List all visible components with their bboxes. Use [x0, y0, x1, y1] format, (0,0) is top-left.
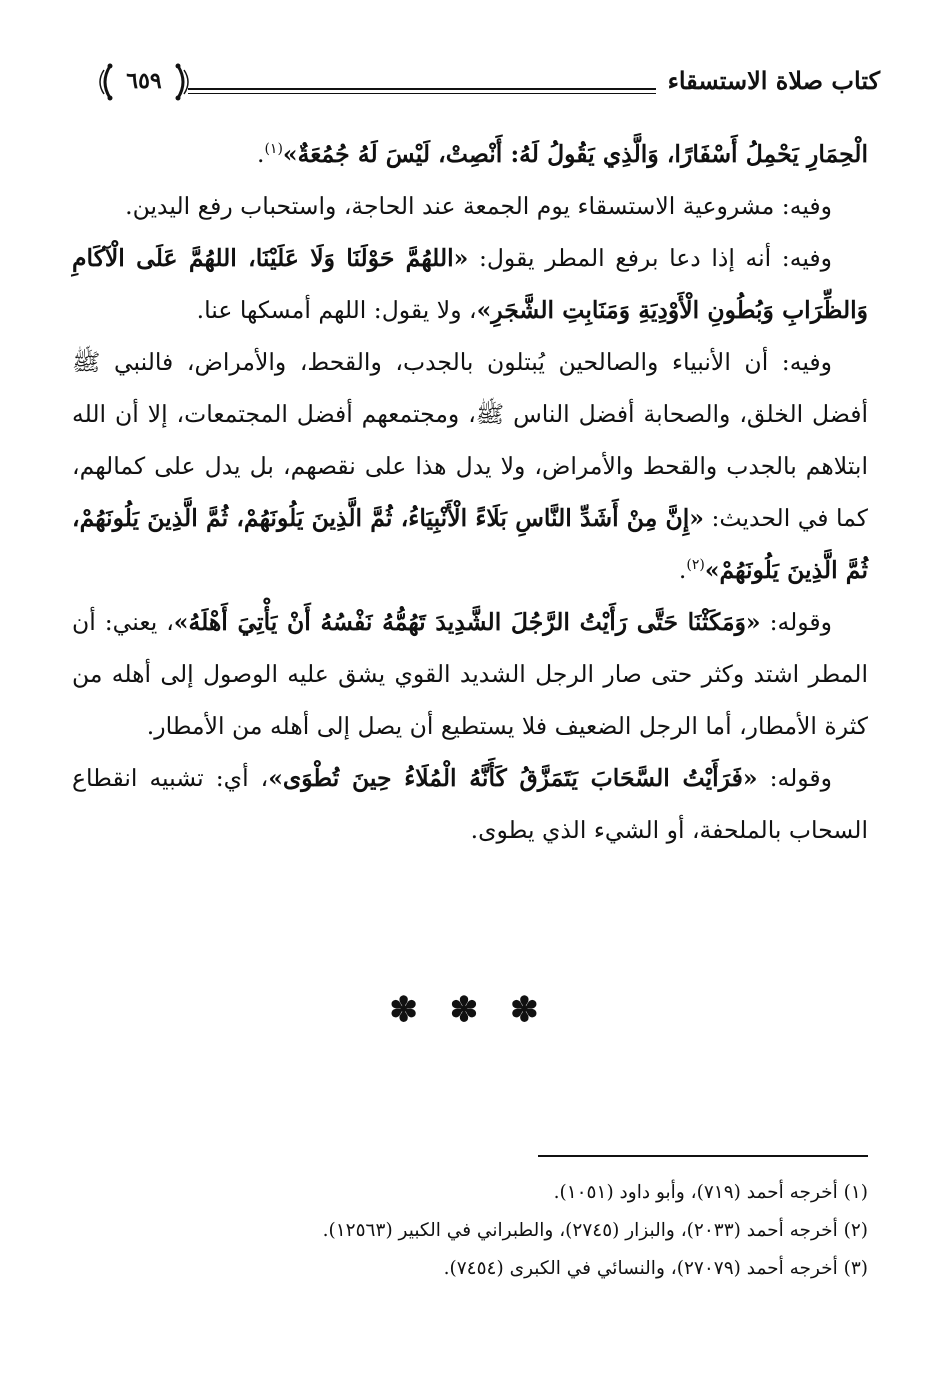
hadith-quote: «فَرَأَيْتُ السَّحَابَ يَتَمَزَّقُ كَأَنَّهُ الْمُلَاءُ حِينَ تُطْوَى» — [268, 764, 758, 792]
footnote-ref: (١) — [264, 141, 283, 158]
hadith-quote: «وَمَكَثْنَا حَتَّى رَأَيْتُ الرَّجُلَ الشَّدِيدَ تَهُمُّهُ نَفْسُهُ أَنْ يَأْتِيَ أَهْلَهُ» — [173, 608, 761, 636]
section-separator-stars: ✽ ✽ ✽ — [389, 990, 549, 1030]
footnote-3: (٣) أخرجه أحمد (٢٧٠٧٩)، والنسائي في الكبرى (٧٤٥٤). — [443, 1258, 868, 1279]
footnote-ref: (٢) — [686, 557, 705, 574]
paragraph-lead: وقوله: — [757, 764, 832, 792]
header-rule — [188, 88, 656, 94]
hadith-quote: الْحِمَارِ يَحْمِلُ أَسْفَارًا، وَالَّذِي يَقُولُ لَهُ: أَنْصِتْ، لَيْسَ لَهُ جُمُعَةٌ» — [282, 140, 868, 168]
paragraph-end: . — [256, 140, 265, 168]
paragraph-6 — [72, 752, 868, 856]
footnotes — [78, 1174, 868, 1288]
paragraph-lead: وفيه: أن الأنبياء والصالحين يُبتلون بالجدب، والقحط، والأمراض، فالنبي ﷺ أفضل الخلق، والصحابة أفضل الناس ﷺ، ومجتمعهم أفضل المجتمعات، إلا أن الله ابتلاهم بالجدب والقحط والأمراض، ولا يدل هذا على نقصهم، بل يدل على كمالهم، كما في الحديث: — [72, 348, 868, 532]
paragraph-3 — [72, 232, 868, 336]
paragraph-tail: ، أي: تشبيه انقطاع السحاب بالملحفة، أو الشيء الذي يطوى. — [72, 764, 868, 844]
paragraph-4 — [72, 336, 868, 596]
paragraph-5 — [72, 596, 868, 752]
hadith-quote: «إِنَّ مِنْ أَشَدِّ النَّاسِ بَلَاءً الْأَنْبِيَاءُ، ثُمَّ الَّذِينَ يَلُونَهُمْ، ثُمَّ الَّذِينَ يَلُونَهُمْ، ثُمَّ الَّذِينَ يَلُونَهُمْ» — [72, 504, 868, 584]
main-text — [72, 128, 868, 856]
paragraph-lead: وقوله: — [760, 608, 832, 636]
paragraph-text: وفيه: مشروعية الاستسقاء يوم الجمعة عند الحاجة، واستحباب رفع اليدين. — [125, 192, 832, 220]
paragraph-tail: ، ولا يقول: اللهم أمسكها عنا. — [196, 296, 477, 324]
footnote-rule — [538, 1155, 868, 1157]
footnote-2: (٢) أخرجه أحمد (٢٠٣٣)، والبزار (٢٧٤٥)، والطبراني في الكبير (١٢٥٦٣). — [322, 1220, 868, 1241]
footnote-1: (١) أخرجه أحمد (٧١٩)، وأبو داود (١٠٥١). — [553, 1182, 868, 1203]
paragraph-1 — [72, 128, 868, 180]
paragraph-end: . — [678, 556, 687, 584]
paragraph-lead: وفيه: أنه إذا دعا برفع المطر يقول: — [468, 244, 832, 272]
page-number-frame — [96, 60, 192, 104]
page-header — [96, 56, 880, 108]
paragraph-2 — [72, 180, 868, 232]
book-title: كتاب صلاة الاستسقاء — [667, 66, 880, 95]
paragraph-tail: ، يعني: أن المطر اشتد وكثر حتى صار الرجل الشديد القوي يشق عليه الوصول إلى أهله من كثرة الأمطار، أما الرجل الضعيف فلا يستطيع أن يصل إلى أهله من الأمطار. — [72, 608, 868, 740]
hadith-quote: «اللهُمَّ حَوْلَنَا وَلَا عَلَيْنَا، اللهُمَّ عَلَى الْآكَامِ وَالظِّرَابِ وَبُطُونِ الْأَوْدِيَةِ وَمَنَابِتِ الشَّجَرِ» — [72, 244, 868, 324]
page-number: ٦٥٩ — [126, 68, 162, 94]
